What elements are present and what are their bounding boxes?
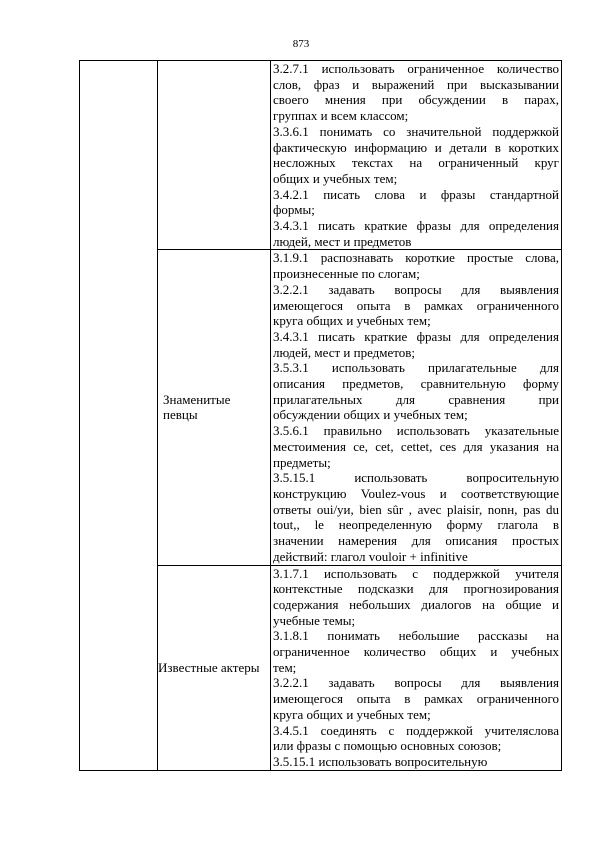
section-cell [80, 61, 158, 771]
objective-line: учебные темы; [273, 612, 356, 628]
objective-line: 3.5.15.1 использовать вопросительную [273, 753, 488, 769]
objective-line: ограниченное количество общих и учебных [273, 644, 559, 660]
objective-line: обсуждении общих и учебных тем; [273, 407, 468, 423]
objective-line: несложных текстах на ограниченный круг [273, 155, 559, 171]
objectives-cell [271, 250, 562, 565]
objective-line: 3.4.3.1 писать краткие фразы для определения [273, 218, 559, 234]
objective-line: 3.4.5.1 соединять с поддержкой учителяслова [273, 722, 559, 738]
objective-line: предметы; [273, 454, 331, 470]
objective-line: 3.1.9.1 распознавать короткие простые слова, [273, 250, 559, 266]
page-number: 873 [292, 38, 310, 50]
objective-line: тем; [273, 659, 297, 675]
objective-line: 3.2.7.1 использовать ограниченное количество [273, 61, 559, 76]
objective-line: 3.4.2.1 писать слова и фразы стандартной [273, 186, 559, 202]
objective-line: круга общих и учебных тем; [273, 313, 431, 329]
objective-line: имеющегося опыта в рамках ограниченного [273, 297, 559, 313]
objectives-cell [271, 61, 562, 250]
objective-line: описания предметов, сравнительную форму [273, 376, 559, 392]
objective-line: 3.5.15.1 использовать вопросительную [273, 470, 559, 486]
objective-line: прилагательных для сравнения при [273, 391, 559, 407]
topic-cell [158, 61, 271, 250]
objective-line: слов, фраз и выражений при высказывании [273, 76, 559, 92]
objective-line: tout,, le неопределенную форму глагола в [273, 517, 559, 533]
objective-line: 3.2.2.1 задавать вопросы для выявления [273, 675, 559, 691]
objective-line: местоимения ce, cet, cettet, ces для указания на [273, 438, 559, 454]
objective-line: ответы oui/yи, bien sûr , avec plaisir, nonн, pas du [273, 501, 559, 517]
objective-line: круга общих и учебных тем; [273, 706, 431, 722]
objectives-cell [271, 565, 562, 770]
objective-line: общих и учебных тем; [273, 170, 398, 186]
objective-line: 3.1.7.1 использовать с поддержкой учителя [273, 565, 559, 581]
objective-line: 3.1.8.1 понимать небольшие рассказы на [273, 628, 559, 644]
objective-line: действий: глагол vouloir + infinitive [273, 548, 468, 564]
objective-line: 3.4.3.1 писать краткие фразы для определения [273, 328, 559, 344]
topic-cell: Известные актеры [158, 565, 271, 770]
objective-line: формы; [273, 202, 315, 218]
objective-line: содержания небольших диалогов на общие и [273, 596, 559, 612]
objective-line: произнесенные по слогам; [273, 266, 420, 282]
curriculum-table [79, 60, 562, 771]
objective-line: значении намерения для описания простых [273, 533, 559, 549]
objective-line: конструкцию Voulez-vous и соответствующие [273, 485, 559, 501]
objective-line: имеющегося опыта в рамках ограниченного [273, 691, 559, 707]
objective-line: контекстные подсказки для прогнозирования [273, 581, 559, 597]
objective-line: фактическую информацию и детали в коротких [273, 139, 559, 155]
topic-cell: Знаменитые певцы [158, 250, 271, 565]
objective-line: 3.3.6.1 понимать со значительной поддержкой [273, 123, 559, 139]
objective-line: 3.2.2.1 задавать вопросы для выявления [273, 281, 559, 297]
objective-line: своего мнения при обсуждении в парах, [273, 92, 559, 108]
objective-line: 3.5.6.1 правильно использовать указательные [273, 423, 559, 439]
objective-line: или фразы с помощью основных союзов; [273, 738, 502, 754]
table-row [80, 61, 562, 250]
objective-line: 3.5.3.1 использовать прилагательные для [273, 360, 559, 376]
objective-line: людей, мест и предметов [273, 233, 412, 249]
objective-line: группах и всем классом; [273, 108, 409, 124]
objective-line: людей, мест и предметов; [273, 344, 416, 360]
